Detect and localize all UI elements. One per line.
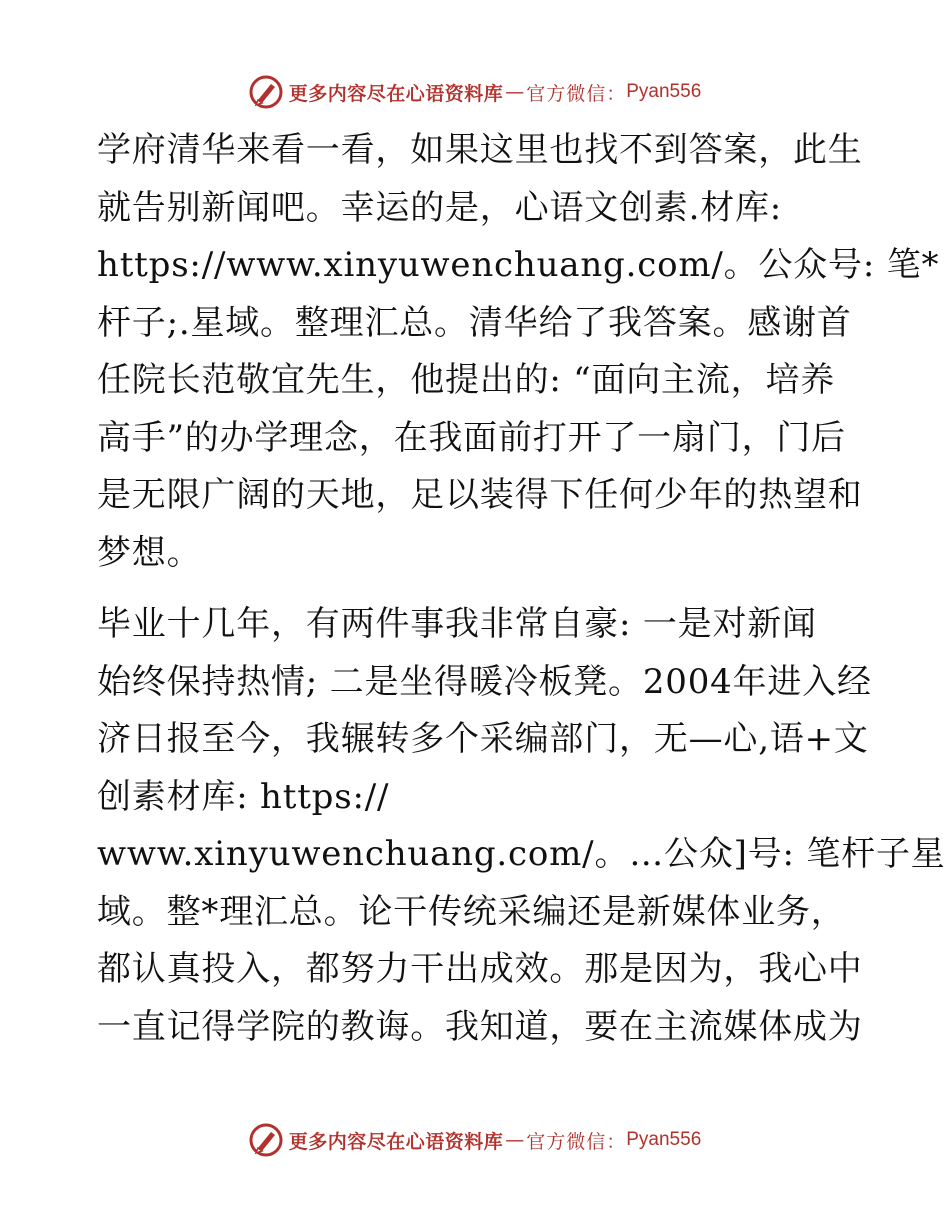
footer-official-label: 官方微信：: [526, 1130, 627, 1153]
header-dash: —: [505, 81, 525, 103]
text-line: 都认真投入，都努力干出成效。那是因为，我心中: [97, 949, 863, 989]
text-line: www.xinyuwenchuang.com/。…公众]号: 笔杆子星: [97, 834, 946, 874]
text-line: 毕业十几年，有两件事我非常自豪: 一是对新闻: [97, 604, 817, 644]
header-brand-text: 更多内容尽在心语资料库: [288, 82, 504, 105]
pen-logo-icon: [249, 75, 283, 109]
text-line: 杆子;.星域。整理汇总。清华给了我答案。感谢首: [97, 302, 852, 343]
footer-wechat-handle: Pyan556: [626, 1129, 702, 1150]
text-line: 学府清华来看一看，如果这里也找不到答案，此生: [97, 130, 863, 170]
header-wechat-handle: Pyan556: [626, 81, 702, 102]
header-official-label: 官方微信：: [526, 82, 627, 105]
text-line: 域。整*理汇总。论干传统采编还是新媒体业务，: [97, 891, 846, 932]
footer-brand-text: 更多内容尽在心语资料库: [288, 1130, 504, 1153]
text-line: 是无限广阔的天地，足以装得下任何少年的热望和: [97, 475, 863, 515]
text-line: 始终保持热情; 二是坐得暖冷板凳。2004年进入经: [97, 661, 872, 702]
document-body: [97, 122, 946, 1056]
paragraph: [97, 596, 946, 1056]
text-line: 任院长范敬宜先生，他提出的: “面向主流，培养: [97, 360, 836, 400]
text-line: 就告别新闻吧。幸运的是，心语文创素.材库:: [97, 187, 783, 228]
footer-banner: [0, 1120, 950, 1160]
text-line: 创素材库: https://: [97, 776, 390, 817]
paragraph: [97, 122, 940, 582]
paragraph-spacer: [97, 582, 857, 596]
text-line: 济日报至今，我辗转多个采编部门，无—心,语+文: [97, 719, 869, 759]
footer-dash: —: [505, 1129, 525, 1151]
pen-logo-icon: [249, 1123, 283, 1157]
header-banner: [0, 72, 950, 112]
text-line: 高手”的办学理念，在我面前打开了一扇门，门后: [97, 417, 846, 458]
text-line: 梦想。: [97, 532, 202, 573]
text-line: https://www.xinyuwenchuang.com/。公众号: 笔*: [97, 245, 940, 285]
text-line: 一直记得学院的教诲。我知道，要在主流媒体成为: [97, 1006, 863, 1047]
